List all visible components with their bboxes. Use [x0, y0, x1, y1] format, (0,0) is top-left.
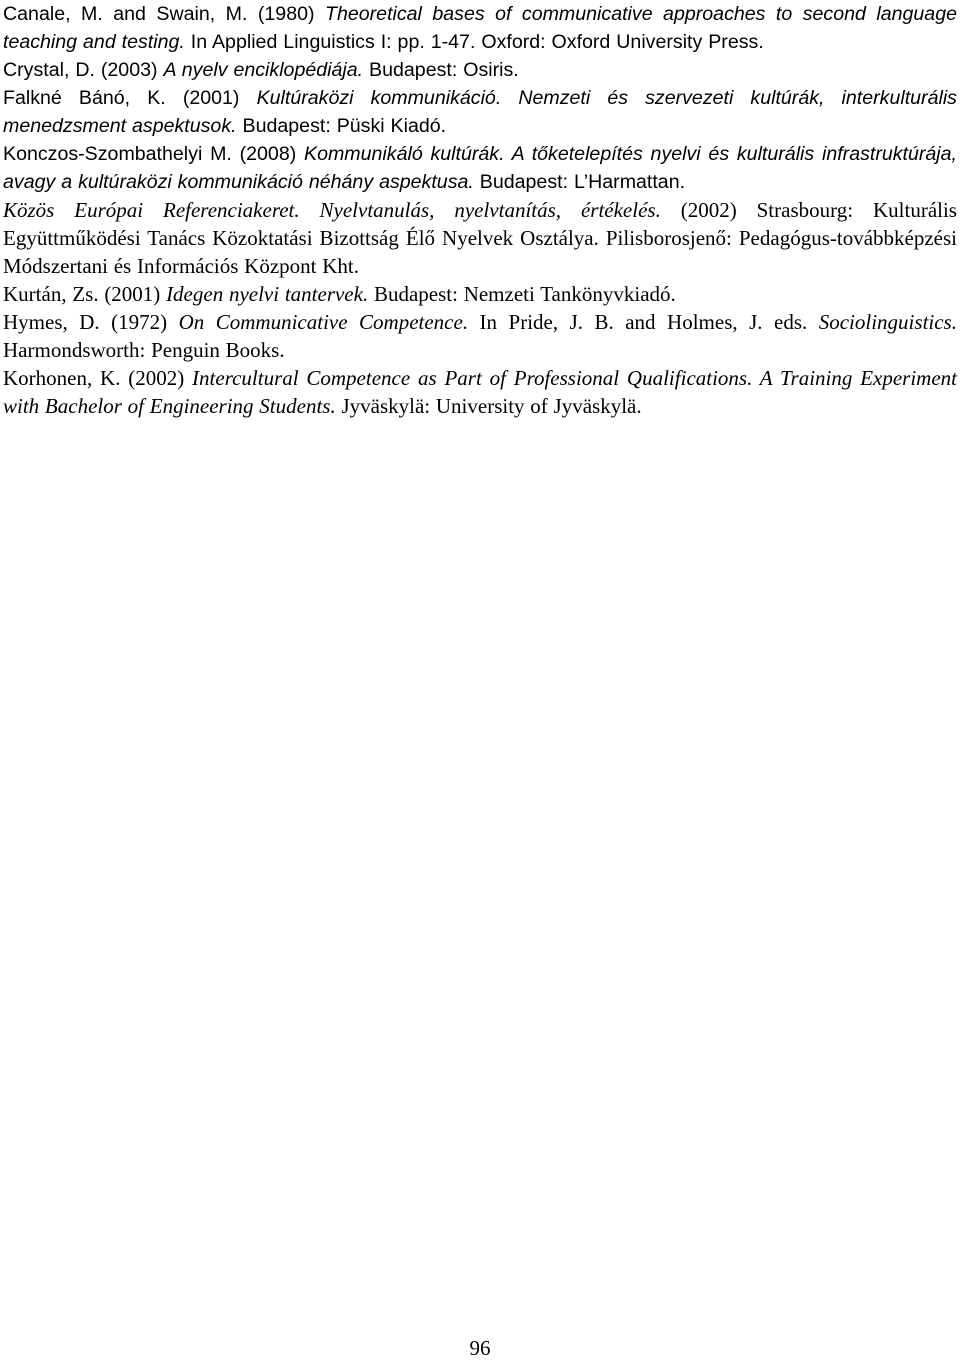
reference-text: Crystal, D. (2003) [3, 59, 164, 81]
reference-list [3, 0, 957, 420]
reference-text: Korhonen, K. (2002) [3, 366, 193, 390]
reference-entry [3, 196, 957, 280]
reference-title-text: Sociolinguistics. [818, 310, 957, 334]
reference-title-text: Kultúraközi kommunikáció. Nemzeti és szervezeti kultúrák, interkulturális menedzsment aspektusok. [3, 87, 957, 137]
reference-entry [3, 280, 957, 308]
reference-title-text: Közös Európai Referenciakeret. Nyelvtanulás, nyelvtanítás, értékelés. [3, 198, 661, 222]
reference-title-text: Theoretical bases of communicative approaches to second language teaching and testing. [3, 3, 957, 53]
reference-text: Canale, M. and Swain, M. (1980) [3, 3, 325, 25]
reference-entry [3, 0, 957, 56]
page-number: 96 [469, 1336, 491, 1360]
reference-title-text: Kommunikáló kultúrák. A tőketelepítés nyelvi és kulturális infrastruktúrája, avagy a kultúraközi kommunikáció néhány aspektusa. [3, 143, 958, 193]
reference-text: Hymes, D. (1972) [3, 310, 179, 334]
reference-entry [3, 84, 957, 140]
reference-text: Budapest: Püski Kiadó. [236, 115, 447, 137]
reference-text: In Applied Linguistics I: pp. 1-47. Oxford: Oxford University Press. [184, 31, 764, 53]
reference-entry [3, 140, 957, 196]
reference-text: Budapest: Nemzeti Tankönyvkiadó. [368, 282, 676, 306]
reference-entry [3, 56, 957, 84]
reference-title-text: A nyelv enciklopédiája. [163, 59, 364, 81]
reference-text: (2002) Strasbourg: Kulturális Együttműködési Tanács Közoktatási Bizottság Élő Nyelvek Osztálya. Pilisborosjenő: Pedagógus-továbbképzési Módszertani és Információs Központ Kht. [3, 198, 957, 278]
reference-text: Falkné Bánó, K. (2001) [3, 87, 257, 109]
reference-title-text: Intercultural Competence as Part of Professional Qualifications. A Training Experiment with Bachelor of Engineering Students. [3, 366, 957, 418]
reference-text: Budapest: Osiris. [363, 59, 519, 81]
reference-entry [3, 308, 957, 364]
reference-text: Harmondsworth: Penguin Books. [3, 338, 285, 362]
reference-text: Kurtán, Zs. (2001) [3, 282, 167, 306]
reference-text: Budapest: L’Harmattan. [473, 171, 686, 193]
reference-text: Konczos-Szombathelyi M. (2008) [3, 143, 305, 165]
reference-entry [3, 364, 957, 420]
reference-text: Jyväskylä: University of Jyväskylä. [335, 394, 642, 418]
reference-text: In Pride, J. B. and Holmes, J. eds. [468, 310, 819, 334]
reference-title-text: On Communicative Competence. [178, 310, 469, 334]
reference-title-text: Idegen nyelvi tantervek. [166, 282, 369, 306]
